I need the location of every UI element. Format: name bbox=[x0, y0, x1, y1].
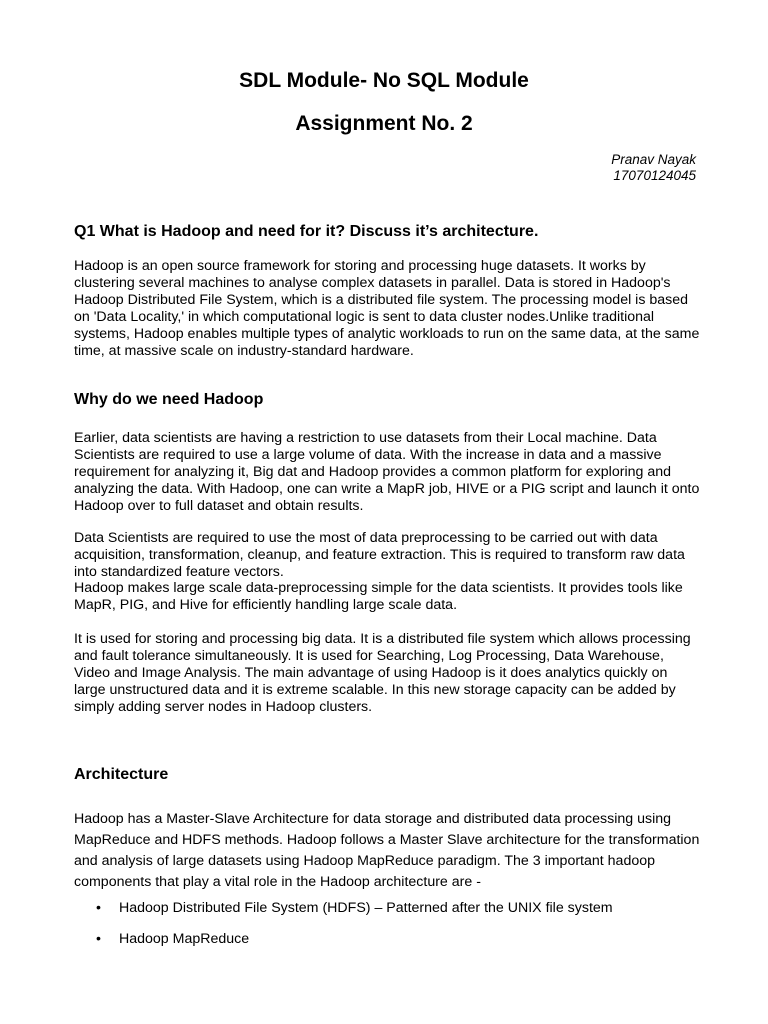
why-paragraph-3: Hadoop makes large scale data-preprocessing simple for the data scientists. It provides tools like MapR, PIG, and Hive for efficiently handling large scale data. bbox=[74, 580, 683, 613]
why-paragraph-2: Data Scientists are required to use the most of data preprocessing to be carried out with data acquisition, transformation, cleanup, and feature extraction. This is required to transform raw data into standardized feature vectors. bbox=[74, 530, 685, 580]
list-item-text: Hadoop MapReduce bbox=[119, 931, 250, 947]
why-paragraph-1: Earlier, data scientists are having a restriction to use datasets from their Local machine. Data Scientists are required to use a large volume of data. With the increase in data and a massive requirement for analyzing it, Big dat and Hadoop provides a common platform for exploring and analyzing the data. With Hadoop, one can write a MapR job, HIVE or a PIG script and launch it onto Hadoop over to full dataset and obtain results. bbox=[74, 430, 700, 514]
document-title: SDL Module- No SQL Module bbox=[239, 69, 529, 92]
bullet-icon: • bbox=[96, 900, 101, 916]
intro-paragraph: Hadoop is an open source framework for storing and processing huge datasets. It works by clustering several machines to analyse complex datasets in parallel. Data is stored in Hadoop's Hadoop Distributed File System, which is a distributed file system. The processing model is based on 'Data Locality,' in which computational logic is sent to data cluster nodes.Unlike traditional systems, Hadoop enables multiple types of analytic workloads to run on the same data, at the same time, at massive scale on industry-standard hardware. bbox=[74, 258, 700, 359]
architecture-heading: Architecture bbox=[74, 766, 169, 783]
assignment-title: Assignment No. 2 bbox=[295, 112, 473, 135]
list-item bbox=[74, 931, 613, 948]
list-item-text: Hadoop Distributed File System (HDFS) – Patterned after the UNIX file system bbox=[119, 900, 613, 916]
component-list bbox=[74, 900, 613, 962]
author-name: Pranav Nayak bbox=[611, 152, 696, 167]
why-hadoop-heading: Why do we need Hadoop bbox=[74, 391, 264, 408]
list-item bbox=[74, 900, 613, 917]
architecture-paragraph: Hadoop has a Master-Slave Architecture for data storage and distributed data processing using MapReduce and HDFS methods. Hadoop follows a Master Slave architecture for the transformation and analysis of large datasets using Hadoop MapReduce paradigm. The 3 important hadoop components that play a vital role in the Hadoop architecture are - bbox=[74, 811, 700, 890]
author-block bbox=[611, 152, 696, 184]
why-paragraph-4: It is used for storing and processing big data. It is a distributed file system which allows processing and fault tolerance simultaneously. It is used for Searching, Log Processing, Data Warehouse, Video and Image Analysis. The main advantage of using Hadoop is it does analytics quickly on large unstructured data and it is extreme scalable. In this new storage capacity can be added by simply adding server nodes in Hadoop clusters. bbox=[74, 631, 691, 715]
author-id: 17070124045 bbox=[613, 168, 696, 183]
question-heading: Q1 What is Hadoop and need for it? Discuss it’s architecture. bbox=[74, 223, 539, 240]
bullet-icon: • bbox=[96, 931, 101, 947]
